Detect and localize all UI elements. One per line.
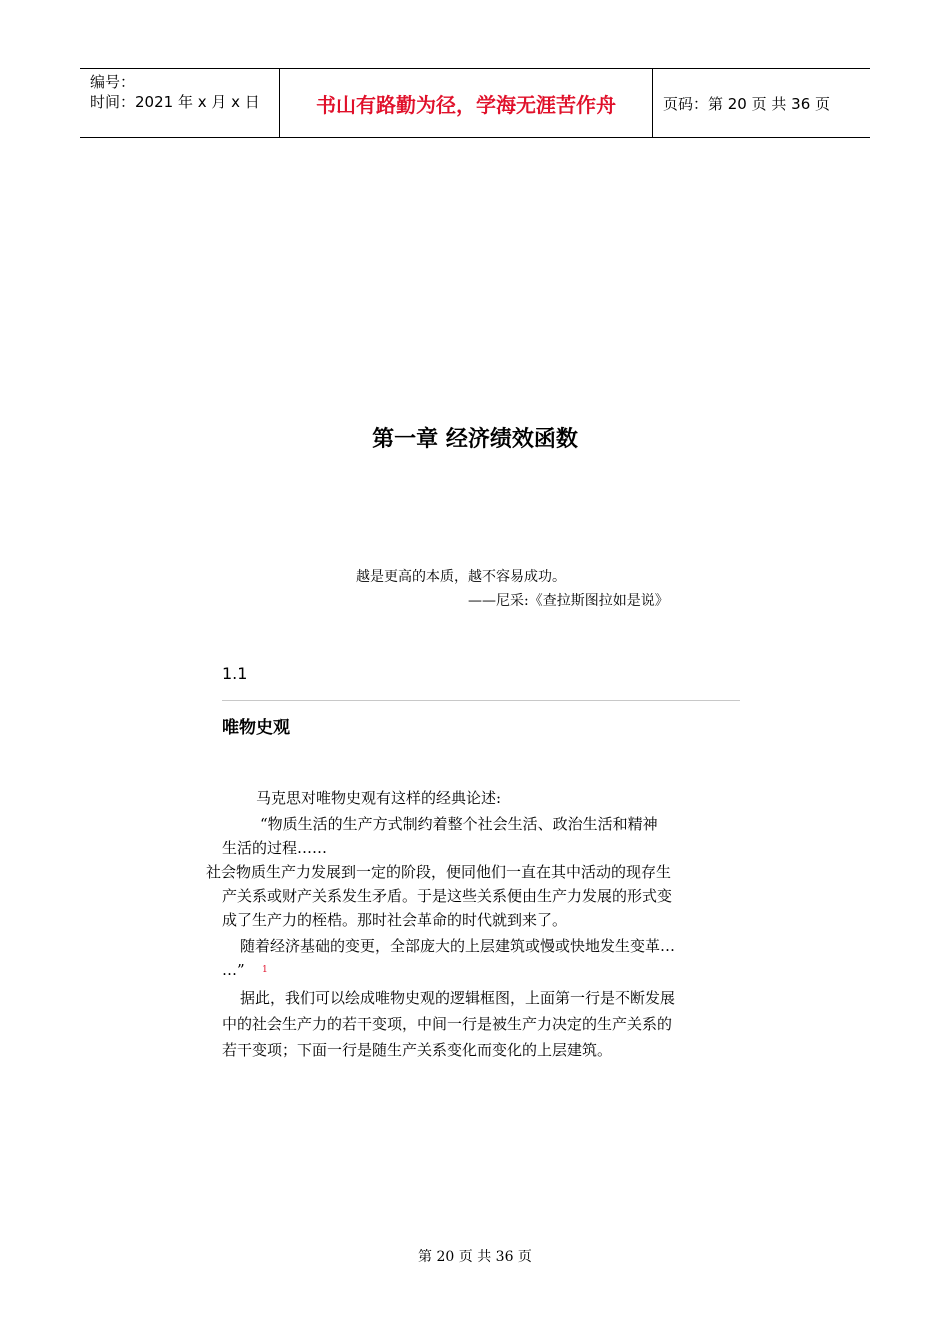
body-line: 生活的过程…… <box>222 839 328 857</box>
epigraph-attribution: ——尼采:《查拉斯图拉如是说》 <box>468 593 669 609</box>
body-line: 产关系或财产关系发生矛盾。于是这些关系便由生产力发展的形式变 <box>222 887 673 905</box>
date-label: 时间：2021 年 x 月 x 日 <box>90 93 260 111</box>
body-line: 据此，我们可以绘成唯物史观的逻辑框图，上面第一行是不断发展 <box>240 989 676 1007</box>
header-page-label: 页码：第 20 页 共 36 页 <box>663 94 831 113</box>
header-meta <box>80 69 280 137</box>
section-title: 唯物史观 <box>222 718 290 738</box>
body-line: …” <box>222 961 245 979</box>
body-line: “物质生活的生产方式制约着整个社会生活、政治生活和精神 <box>260 815 658 833</box>
body-line: 若干变项；下面一行是随生产关系变化而变化的上层建筑。 <box>222 1041 613 1059</box>
footnote-marker[interactable]: 1 <box>262 965 268 975</box>
document-header <box>80 68 870 138</box>
body-line: 社会物质生产力发展到一定的阶段，便同他们一直在其中活动的现存生 <box>206 863 672 881</box>
page-footer: 第 20 页 共 36 页 <box>418 1249 532 1265</box>
section-divider <box>222 700 740 701</box>
body-line: 中的社会生产力的若干变项，中间一行是被生产力决定的生产关系的 <box>222 1015 673 1033</box>
body-line: 马克思对唯物史观有这样的经典论述: <box>256 789 502 807</box>
body-line: 随着经济基础的变更，全部庞大的上层建筑或慢或快地发生变革… <box>240 937 676 955</box>
number-label: 编号： <box>90 73 136 91</box>
epigraph-quote: 越是更高的本质，越不容易成功。 <box>356 569 566 585</box>
section-number: 1.1 <box>222 664 248 683</box>
chapter-title: 第一章 经济绩效函数 <box>372 427 578 452</box>
header-motto: 书山有路勤为径，学海无涯苦作舟 <box>280 69 653 137</box>
body-line: 成了生产力的桎梏。那时社会革命的时代就到来了。 <box>222 911 568 929</box>
